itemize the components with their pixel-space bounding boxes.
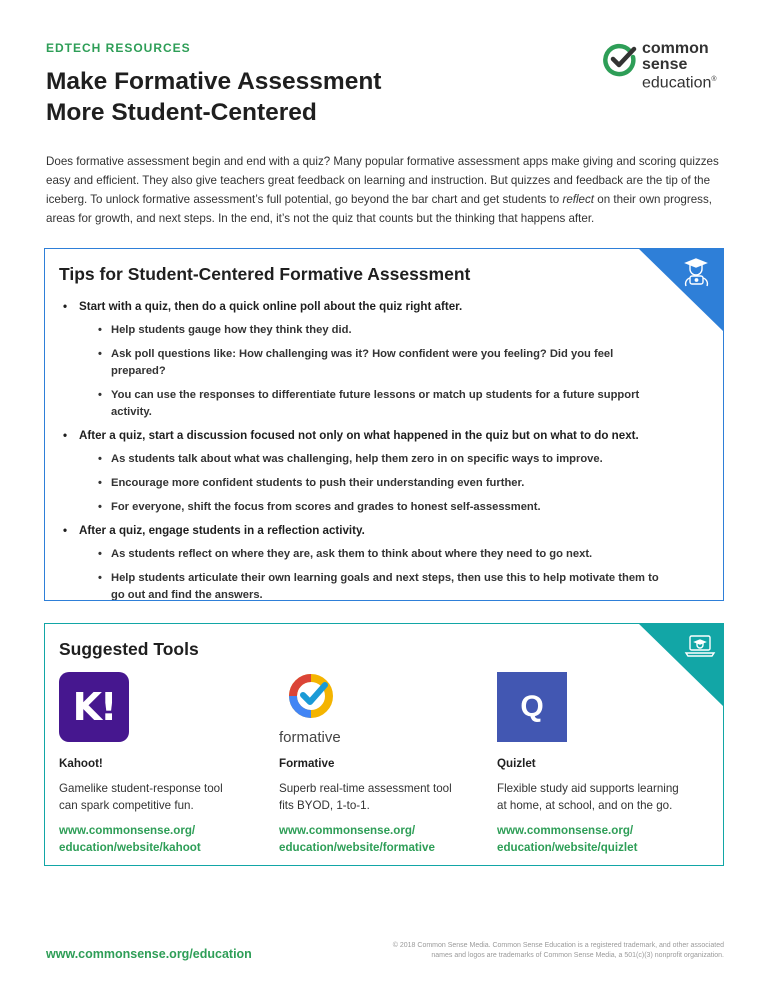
- tool-card-kahoot: [59, 672, 259, 856]
- tip-item: • After a quiz, engage students in a reflection activity. • As students reflect on where they are, ask them to think about where they need to go next. • Help students articulate their own learning goals and next steps, then use this to help motivate them to go out and find the answers.: [59, 523, 669, 601]
- logo-word-sense: sense: [642, 55, 688, 73]
- intro-emphasis: reflect: [562, 193, 595, 206]
- page-title: [46, 66, 526, 128]
- tip-sub-item: • For everyone, shift the focus from scores and grades to honest self-assessment.: [79, 499, 669, 516]
- footer-legal: © 2018 Common Sense Media. Common Sense Education is a registered trademark, and other associated names and logos are trademarks of Common Sense Media, a 501(c)(3) nonprofit organization.: [392, 942, 724, 959]
- tool-description: Gamelike student-response tool can spark competitive fun.: [59, 782, 223, 812]
- tip-sub-item: • As students reflect on where they are, ask them to think about where they need to go next.: [79, 546, 669, 563]
- tools-title: Suggested Tools: [59, 639, 199, 659]
- tip-sub-item: • Encourage more confident students to push their understanding even further.: [79, 475, 669, 492]
- intro-paragraph: Does formative assessment begin and end with a quiz? Many popular formative assessment apps make giving and scoring quizzes easy and efficient. They also give teachers great feedback on learning and instruction. But quizzes and feedback are the tip of the iceberg. To unlock formative assessment’s full potential, go beyond the bar chart and get students to reflect on their own progress, areas for growth, and next steps. In the end, it’s not the quiz that counts but the thinking that happens after.: [46, 155, 719, 225]
- tool-link-quizlet[interactable]: www.commonsense.org/ education/website/quizlet: [497, 824, 638, 854]
- tool-name: Kahoot!: [59, 757, 103, 770]
- logo-word-common: common: [642, 40, 709, 57]
- tip-sub-item: • As students talk about what was challenging, help them zero in on specific ways to improve.: [79, 451, 669, 468]
- tool-card-quizlet: [497, 672, 697, 856]
- tips-title: Tips for Student-Centered Formative Assessment: [59, 264, 471, 284]
- page-title-line-1: Make Formative Assessment: [46, 68, 382, 95]
- tip-item: • Start with a quiz, then do a quick online poll about the quiz right after. • Help students gauge how they think they did. • Ask poll questions like: How challenging was it? How confident were you feeling? Did you feel prepared? • You can use the responses to differentiate future lessons or match up students for a future support activity.: [59, 299, 669, 421]
- tip-sub-item: • Ask poll questions like: How challenging was it? How confident were you feeling? Did you feel prepared?: [79, 346, 669, 380]
- section-kicker: EDTECH RESOURCES: [46, 41, 191, 55]
- tips-list: [59, 299, 669, 601]
- tips-box: [44, 248, 724, 601]
- logo-word-education: education®: [642, 74, 717, 92]
- formative-check-icon: [279, 672, 349, 724]
- kahoot-logo: K!: [59, 672, 129, 742]
- quizlet-logo: Q: [497, 672, 567, 742]
- tip-sub-item: • You can use the responses to differentiate future lessons or match up students for a future support activity.: [79, 387, 669, 421]
- tool-description: Flexible study aid supports learning at home, at school, and on the go.: [497, 782, 679, 812]
- footer-link[interactable]: www.commonsense.org/education: [46, 947, 252, 961]
- tool-description: Superb real-time assessment tool fits BYOD, 1-to-1.: [279, 782, 452, 812]
- tip-sub-item: • Help students gauge how they think they did.: [79, 322, 669, 339]
- check-circle-icon: [603, 43, 637, 77]
- formative-wordmark: formative: [279, 729, 341, 746]
- tool-name: Formative: [279, 757, 335, 770]
- tools-box: [44, 623, 724, 866]
- tool-link-formative[interactable]: www.commonsense.org/ education/website/formative: [279, 824, 435, 854]
- tip-sub-item: • Help students articulate their own learning goals and next steps, then use this to help motivate them to go out and find the answers.: [79, 570, 669, 601]
- tool-card-formative: [279, 672, 479, 856]
- tool-link-kahoot[interactable]: www.commonsense.org/ education/website/kahoot: [59, 824, 201, 854]
- page-title-line-2: More Student-Centered: [46, 99, 317, 126]
- tip-item: • After a quiz, start a discussion focused not only on what happened in the quiz but on what to do next. • As students talk about what was challenging, help them zero in on specific ways to improve. • Encourage more confident students to push their understanding even further. • For everyone, shift the focus from scores and grades to honest self-assessment.: [59, 428, 669, 516]
- tool-name: Quizlet: [497, 757, 536, 770]
- formative-logo: [279, 672, 369, 746]
- common-sense-education-logo: [603, 41, 728, 93]
